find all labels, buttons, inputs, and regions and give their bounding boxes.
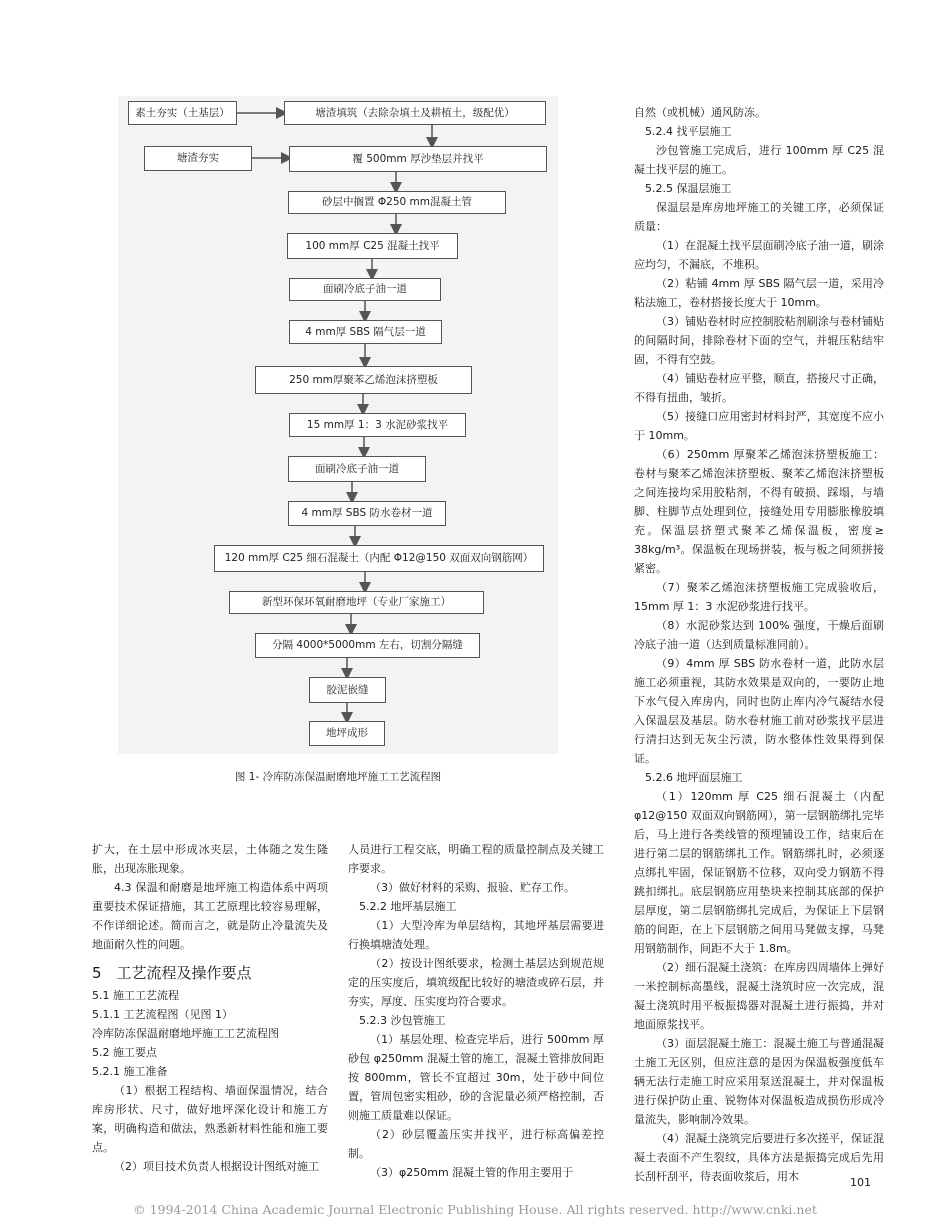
paragraph: （2）砂层覆盖压实并找平，进行标高偏差控制。 (348, 1128, 604, 1160)
paragraph: （3）φ250mm 混凝土管的作用主要用于 (370, 1166, 574, 1179)
flow-box-16: 胶泥嵌缝 (309, 677, 386, 703)
flow-box-3: 塘渣夯实 (144, 146, 252, 171)
paragraph: （2）按设计图纸要求，检测土基层达到规范规定的压实度后，填筑级配比较好的塘渣或碎石层，并夯实，厚度、压实度均符合要求。 (348, 957, 604, 1008)
flow-box-2: 塘渣填筑（去除杂填土及耕植土，级配优） (284, 101, 546, 125)
subheading: 5.2.4 找平层施工 (645, 125, 732, 138)
paragraph: 4.3 保温和耐磨是地坪施工构造体系中两项重要技术保证措施，其工艺原理比较容易理解，不作详细论述。简而言之，就是防止冷量流失及地面耐久性的问题。 (92, 881, 328, 951)
paragraph: （1）基层处理、检查完毕后，进行 500mm 厚砂包 φ250mm 混凝土管的施工，混凝土管排放间距按 800mm，管长不宜超过 30m，处于砂中间位置，管周包密实粗砂，砂的含泥量必须严格控制，否则施工质量难以保证。 (348, 1033, 604, 1122)
subheading: 5.2.5 保温层施工 (645, 182, 732, 195)
paragraph: 人员进行工程交底，明确工程的质量控制点及关键工序要求。 (348, 843, 604, 875)
flow-box-7: 面刷冷底子油一道 (289, 278, 441, 301)
subheading: 5.2.6 地坪面层施工 (645, 771, 743, 784)
paragraph: （3）面层混凝土施工：混凝土施工与普通混凝土施工无区别，但应注意的是因为保温板强度低车辆无法行走施工时应采用泵送混凝土，并对保温板进行保护防止重、锐物体对保温板造成损伤形成冷量流失，影响制冷效果。 (634, 1037, 884, 1126)
paragraph: （1）根据工程结构、墙面保温情况，结合库房形状、尺寸，做好地坪深化设计和施工方案，明确构造和做法，熟悉新材料性能和施工要点。 (92, 1084, 328, 1154)
subheading: 5.2.2 地坪基层施工 (359, 900, 457, 913)
flow-box-6: 100 mm厚 C25 混凝土找平 (287, 233, 458, 259)
paragraph: （7）聚苯乙烯泡沫挤塑板施工完成验收后，15mm 厚 1：3 水泥砂浆进行找平。 (634, 581, 884, 613)
left-column (92, 840, 328, 1176)
page-number: 101 (850, 1176, 871, 1189)
flow-box-14: 新型环保环氧耐磨地坪（专业厂家施工） (229, 591, 484, 614)
flow-box-15: 分隔 4000*5000mm 左右，切割分隔缝 (255, 633, 480, 658)
copyright-footer: © 1994-2014 China Academic Journal Electronic Publishing House. All rights reserved. http://www.cnki.net (133, 1202, 817, 1217)
flow-box-8: 4 mm厚 SBS 隔气层一道 (289, 320, 442, 344)
flow-box-4: 覆 500mm 厚沙垫层并找平 (289, 146, 547, 172)
middle-column (348, 840, 604, 1182)
subheading: 5.1 施工工艺流程 (92, 989, 179, 1002)
paragraph: （1）大型冷库为单层结构，其地坪基层需要进行换填塘渣处理。 (348, 919, 604, 951)
section-heading: 5 工艺流程及操作要点 (92, 964, 252, 982)
flow-box-10: 15 mm厚 1：3 水泥砂浆找平 (289, 413, 466, 437)
flow-box-5: 砂层中搁置 Φ250 mm混凝土管 (288, 191, 506, 214)
paragraph: （1）在混凝土找平层面刷冷底子油一道，刷涂应均匀，不漏底，不堆积。 (634, 239, 884, 271)
paragraph: （1）120mm 厚 C25 细石混凝土（内配 φ12@150 双面双向钢筋网），第一层钢筋绑扎完毕后，马上进行各类线管的预埋铺设工作，结束后在进行第二层的钢筋绑扎工作。钢筋绑扎时，必须逐点绑扎牢固，保证钢筋不位移，双向受力钢筋不得跳扣绑扎。底层钢筋应用垫块来控制其底部的保护层厚度，第二层钢筋绑扎完成后，为保证上下层钢筋的间距，在上下层钢筋之间用马凳做支撑，马凳用钢筋制作，间距不大于 1.8m。 (634, 790, 884, 955)
subheading: 5.2.3 沙包管施工 (359, 1014, 446, 1027)
paragraph: （3）铺贴卷材时应控制胶粘剂刷涂与卷材铺贴的间隔时间，排除卷材下面的空气，并辊压粘结牢固，不得有空鼓。 (634, 315, 884, 366)
paragraph: （8）水泥砂浆达到 100% 强度，干燥后面刷冷底子油一道（达到质量标准同前）。 (634, 619, 884, 651)
paragraph: （2）项目技术负责人根据设计图纸对施工 (114, 1160, 319, 1173)
subheading: 5.1.1 工艺流程图（见图 1） (92, 1008, 233, 1021)
paragraph: 沙包管施工完成后，进行 100mm 厚 C25 混凝土找平层的施工。 (634, 144, 884, 176)
paragraph: 冷库防冻保温耐磨地坪施工工艺流程图 (92, 1027, 279, 1040)
flow-box-11: 面刷冷底子油一道 (288, 456, 426, 482)
flow-box-12: 4 mm厚 SBS 防水卷材一道 (288, 501, 446, 526)
right-column (634, 103, 884, 1186)
paragraph: （4）混凝土浇筑完后要进行多次搓平，保证混凝土表面不产生裂纹，具体方法是振捣完成后先用长刮杆刮平，待表面收浆后，用木 (634, 1132, 884, 1183)
paragraph: 自然（或机械）通风防冻。 (634, 106, 766, 119)
figure-caption: 图 1- 冷库防冻保温耐磨地坪施工工艺流程图 (234, 771, 442, 783)
flow-box-9: 250 mm厚聚苯乙烯泡沫挤塑板 (255, 366, 472, 394)
paragraph: （6）250mm 厚聚苯乙烯泡沫挤塑板施工：卷材与聚苯乙烯泡沫挤塑板、聚苯乙烯泡沫挤塑板之间连接均采用胶粘剂，不得有破损、踩塌，与墙脚、柱脚节点处理到位，接缝处用专用膨胀橡胶填充。保温层挤塑式聚苯乙烯保温板，密度≥ 38kg/m³。保温板在现场拼装，板与板之间须拼接紧密。 (634, 448, 884, 575)
paragraph: （2）粘铺 4mm 厚 SBS 隔气层一道，采用冷粘法施工，卷材搭接长度大于 10mm。 (634, 277, 884, 309)
subheading: 5.2.1 施工准备 (92, 1065, 168, 1078)
paragraph: 扩大，在土层中形成冰夹层，土体随之发生隆胀，出现冻胀现象。 (92, 843, 328, 875)
flow-box-1: 素土夯实（土基层） (128, 101, 237, 125)
paragraph: （3）做好材料的采购、报验、贮存工作。 (370, 881, 575, 894)
paragraph: 保温层是库房地坪施工的关键工序，必须保证质量： (634, 201, 884, 233)
paragraph: （5）接缝口应用密封材料封严，其宽度不应小于 10mm。 (634, 410, 884, 442)
subheading: 5.2 施工要点 (92, 1046, 157, 1059)
paragraph: （2）细石混凝土浇筑：在库房四周墙体上弹好一米控制标高墨线，混凝土浇筑时应一次完成，混凝土浇筑时用平板振捣器对混凝土进行振捣，并对地面原浆找平。 (634, 961, 884, 1031)
flow-box-13: 120 mm厚 C25 细石混凝土（内配 Φ12@150 双面双向钢筋网） (214, 545, 544, 572)
flow-box-17: 地坪成形 (309, 721, 385, 746)
paragraph: （9）4mm 厚 SBS 防水卷材一道，此防水层施工必须重视，其防水效果是双向的，一要防止地下水气侵入库房内，同时也防止库内冷气凝结水侵入保温层及基层。防水卷材施工前对砂浆找平层进行清扫达到无灰尘污渍，防水整体性效果得到保证。 (634, 657, 884, 765)
paragraph: （4）铺贴卷材应平整，顺直，搭接尺寸正确，不得有扭曲，皱折。 (634, 372, 884, 404)
